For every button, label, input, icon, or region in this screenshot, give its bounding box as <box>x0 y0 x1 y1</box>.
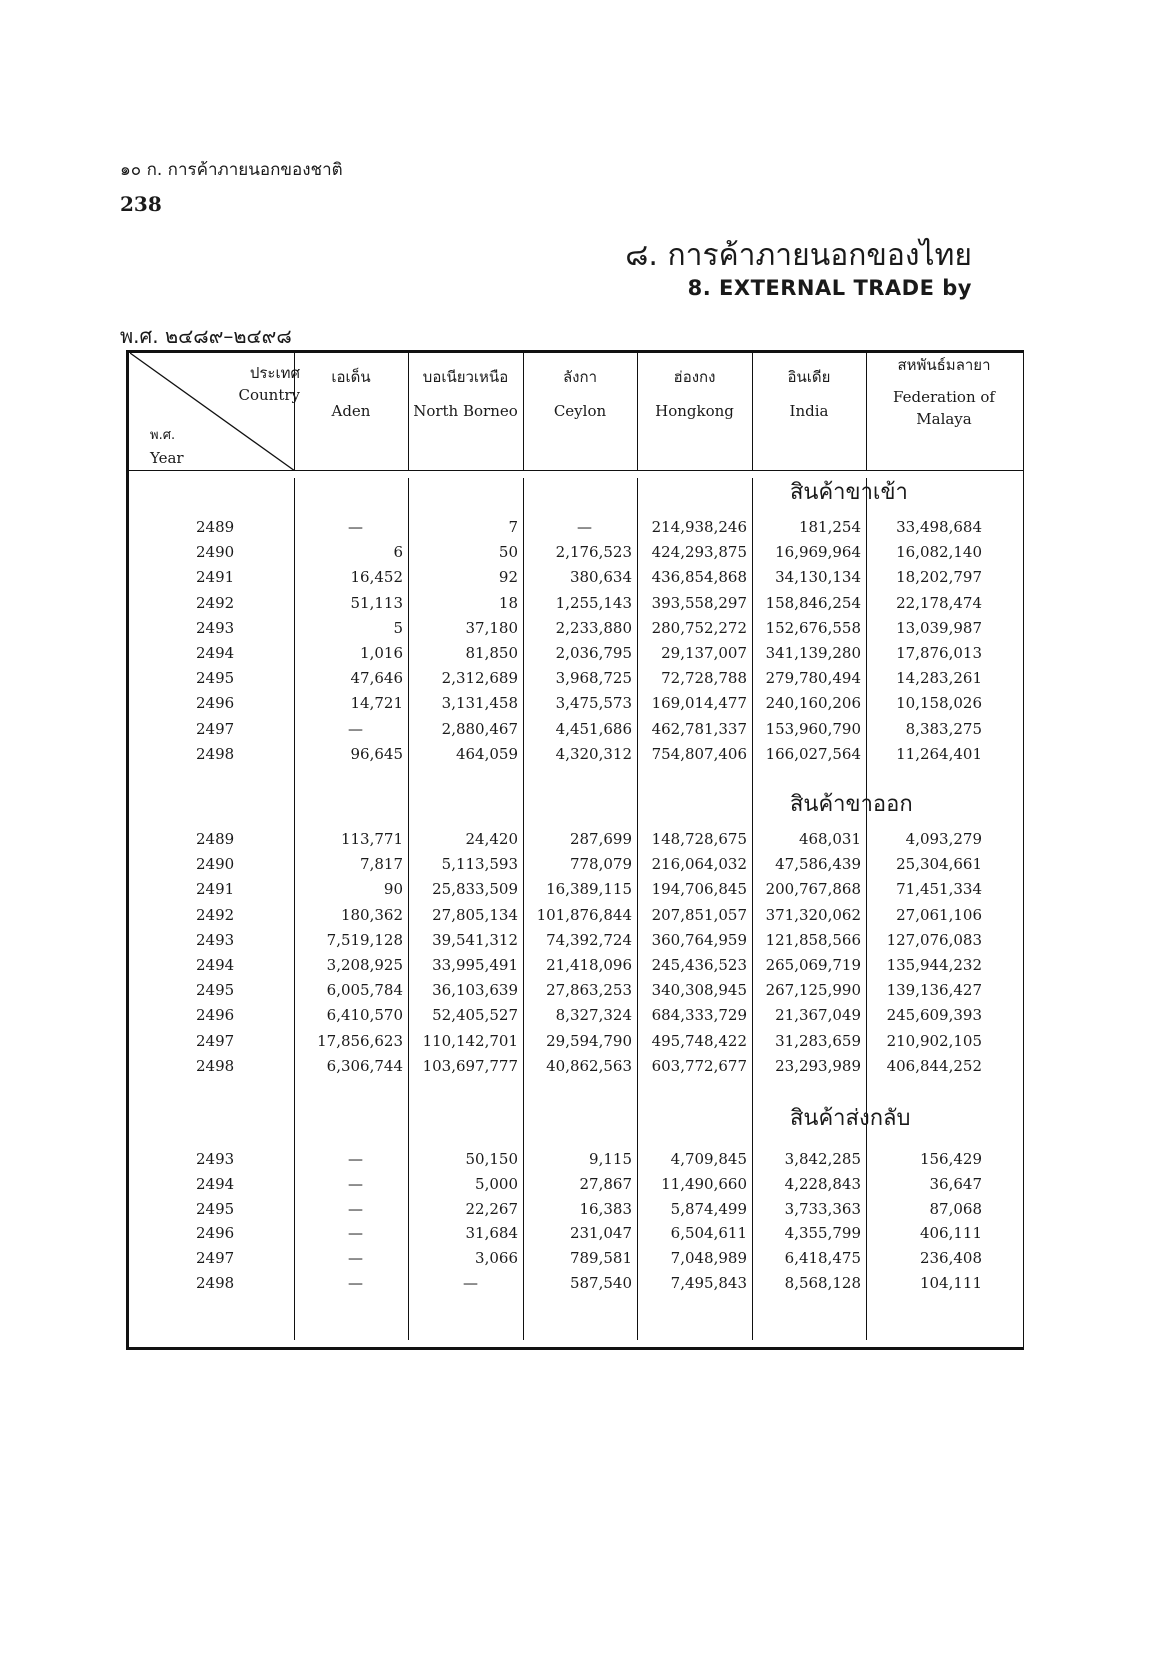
table-cell: 3,066 <box>475 1249 518 1268</box>
table-cell: 6,306,744 <box>326 1056 403 1075</box>
row-year: 2494 <box>196 1174 235 1193</box>
column-divider <box>523 478 524 1340</box>
row-year: 2498 <box>196 1056 235 1075</box>
table-cell: 25,833,509 <box>432 880 518 899</box>
table-cell: 2,312,689 <box>441 669 518 688</box>
table-cell: 148,728,675 <box>651 830 747 848</box>
column-divider <box>408 350 409 470</box>
table-title-thai: ๘. การค้าภายนอกของไทย <box>625 238 972 273</box>
table-cell: — <box>348 1249 363 1268</box>
table-cell: 200,767,868 <box>765 880 861 899</box>
table-cell: 87,068 <box>929 1199 982 1218</box>
table-cell: 214,938,246 <box>651 518 747 536</box>
table-cell: 436,854,868 <box>651 568 747 587</box>
table-cell: 6 <box>393 543 403 562</box>
column-divider <box>637 478 638 1340</box>
table-cell: 5 <box>393 618 403 637</box>
row-year: 2491 <box>196 568 235 587</box>
table-cell: 1,255,143 <box>555 593 632 612</box>
table-cell: 464,059 <box>455 744 518 763</box>
column-header <box>866 354 1022 430</box>
table-cell: 4,451,686 <box>555 719 632 738</box>
table-cell: 18,202,797 <box>896 568 982 587</box>
table-cell: 36,647 <box>929 1174 982 1193</box>
column-header-english: India <box>789 402 829 420</box>
table-cell: 153,960,790 <box>765 719 861 738</box>
table-cell: 7,495,843 <box>670 1274 747 1292</box>
row-year: 2495 <box>196 1199 235 1218</box>
table-cell: 240,160,206 <box>765 694 861 713</box>
table-cell: — <box>348 1199 363 1218</box>
table-cell: 6,410,570 <box>326 1006 403 1025</box>
table-cell: 16,082,140 <box>896 543 982 562</box>
table-cell: 341,139,280 <box>765 644 861 662</box>
table-cell: 340,308,945 <box>651 981 747 1000</box>
header-country-thai: ประเทศ <box>249 364 300 382</box>
column-header-english: Ceylon <box>553 402 607 420</box>
column-divider <box>294 478 295 1340</box>
header-year-label <box>150 425 184 469</box>
table-cell: 3,733,363 <box>784 1199 861 1218</box>
table-cell: 24,420 <box>465 830 518 848</box>
table-cell: 4,709,845 <box>670 1150 747 1168</box>
table-cell: 104,111 <box>919 1274 982 1292</box>
table-cell: 216,064,032 <box>651 855 747 874</box>
table-cell: 267,125,990 <box>765 981 861 1000</box>
table-cell: 27,867 <box>579 1174 632 1193</box>
table-cell: 90 <box>383 880 403 899</box>
table-cell: 231,047 <box>569 1224 632 1243</box>
table-cell: 10,158,026 <box>896 694 982 713</box>
row-year: 2495 <box>196 669 235 688</box>
table-cell: 166,027,564 <box>765 744 861 763</box>
table-cell: 371,320,062 <box>765 905 861 924</box>
table-cell: 23,293,989 <box>775 1056 861 1075</box>
column-header-thai: อินเดีย <box>787 368 831 386</box>
column-header-thai: บอเนียวเหนือ <box>422 368 509 386</box>
header-year-thai: พ.ศ. <box>150 428 176 443</box>
column-header-english: Federation of Malaya <box>893 388 995 428</box>
table-cell: 207,851,057 <box>651 905 747 924</box>
section-title: สินค้าขาเข้า <box>790 480 908 505</box>
table-cell: 3,208,925 <box>326 956 403 974</box>
table-cell: 181,254 <box>798 518 861 536</box>
row-year: 2493 <box>196 1150 235 1168</box>
table-cell: 6,504,611 <box>670 1224 747 1243</box>
table-cell: 495,748,422 <box>651 1031 747 1050</box>
row-year: 2491 <box>196 880 235 899</box>
table-cell: 96,645 <box>350 744 403 763</box>
table-cell: 245,609,393 <box>886 1006 982 1025</box>
table-cell: 152,676,558 <box>765 618 861 637</box>
row-year: 2496 <box>196 1224 235 1243</box>
table-cell: 4,320,312 <box>555 744 632 763</box>
column-divider <box>523 350 524 470</box>
table-cell: 27,863,253 <box>546 981 632 1000</box>
table-cell: 287,699 <box>569 830 632 848</box>
row-year: 2493 <box>196 618 235 637</box>
column-header <box>523 366 637 422</box>
table-cell: 47,586,439 <box>775 855 861 874</box>
table-cell: 13,039,987 <box>896 618 982 637</box>
table-cell: 17,856,623 <box>317 1031 403 1050</box>
table-cell: 11,490,660 <box>661 1174 747 1193</box>
column-divider <box>866 478 867 1340</box>
column-header-english: North Borneo <box>413 402 518 420</box>
column-header-english: Aden <box>331 402 371 420</box>
table-cell: 2,233,880 <box>555 618 632 637</box>
table-cell: 7,519,128 <box>326 930 403 949</box>
table-cell: 22,178,474 <box>896 593 982 612</box>
table-cell: 14,283,261 <box>896 669 982 688</box>
column-header-thai: สหพันธ์มลายา <box>897 356 991 374</box>
row-year: 2497 <box>196 719 235 738</box>
table-cell: 16,389,115 <box>546 880 632 899</box>
table-cell: 587,540 <box>569 1274 632 1292</box>
table-cell: 47,646 <box>350 669 403 688</box>
row-year: 2492 <box>196 905 235 924</box>
row-year: 2489 <box>196 830 235 848</box>
table-cell: 603,772,677 <box>651 1056 747 1075</box>
table-cell: 7,048,989 <box>670 1249 747 1268</box>
table-cell: — <box>463 1274 478 1292</box>
column-header <box>408 366 523 422</box>
column-header-thai: ฮ่องกง <box>673 368 716 386</box>
table-cell: — <box>348 719 363 738</box>
table-cell: 103,697,777 <box>422 1056 518 1075</box>
row-year: 2493 <box>196 930 235 949</box>
header-country-english: Country <box>238 386 300 404</box>
table-cell: 406,111 <box>919 1224 982 1243</box>
page-number: 238 <box>120 192 162 216</box>
row-year: 2495 <box>196 981 235 1000</box>
table-cell: 110,142,701 <box>422 1031 518 1050</box>
table-cell: 16,969,964 <box>775 543 861 562</box>
table-cell: 17,876,013 <box>896 644 982 662</box>
running-head: ๑๐ ก. การค้าภายนอกของชาติ <box>120 160 343 180</box>
table-cell: 380,634 <box>569 568 632 587</box>
table-cell: 279,780,494 <box>765 669 861 688</box>
header-year-english: Year <box>150 449 184 467</box>
row-year: 2492 <box>196 593 235 612</box>
table-cell: 245,436,523 <box>651 956 747 974</box>
table-cell: 33,995,491 <box>432 956 518 974</box>
row-year: 2497 <box>196 1031 235 1050</box>
column-divider <box>294 350 295 470</box>
table-cell: 754,807,406 <box>651 744 747 763</box>
table-cell: 39,541,312 <box>432 930 518 949</box>
table-cell: — <box>348 518 363 536</box>
table-cell: 3,968,725 <box>555 669 632 688</box>
section-title: สินค้าส่งกลับ <box>790 1106 911 1131</box>
row-year: 2490 <box>196 855 235 874</box>
table-cell: 280,752,272 <box>651 618 747 637</box>
table-cell: 101,876,844 <box>536 905 632 924</box>
table-cell: 92 <box>498 568 518 587</box>
table-cell: 2,176,523 <box>555 543 632 562</box>
column-divider <box>637 350 638 470</box>
table-cell: 3,475,573 <box>555 694 632 713</box>
row-year: 2494 <box>196 644 235 662</box>
row-year: 2498 <box>196 1274 235 1292</box>
column-header <box>637 366 752 422</box>
table-cell: 29,137,007 <box>661 644 747 662</box>
table-cell: 27,805,134 <box>432 905 518 924</box>
column-divider <box>408 478 409 1340</box>
table-cell: 52,405,527 <box>432 1006 518 1025</box>
table-cell: 2,036,795 <box>555 644 632 662</box>
table-cell: 468,031 <box>798 830 861 848</box>
table-cell: 169,014,477 <box>651 694 747 713</box>
table-cell: 14,721 <box>350 694 403 713</box>
table-cell: 7 <box>508 518 518 536</box>
table-cell: 194,706,845 <box>651 880 747 899</box>
table-cell: 180,362 <box>340 905 403 924</box>
row-year: 2497 <box>196 1249 235 1268</box>
table-cell: 37,180 <box>465 618 518 637</box>
column-divider <box>752 350 753 470</box>
table-cell: 5,000 <box>475 1174 518 1193</box>
table-cell: 16,452 <box>350 568 403 587</box>
table-cell: 778,079 <box>569 855 632 874</box>
column-header-thai: ลังกา <box>562 368 598 386</box>
table-cell: 72,728,788 <box>661 669 747 688</box>
table-cell: 393,558,297 <box>651 593 747 612</box>
table-cell: — <box>348 1174 363 1193</box>
table-cell: 139,136,427 <box>886 981 982 1000</box>
table-cell: 31,283,659 <box>775 1031 861 1050</box>
table-cell: 31,684 <box>465 1224 518 1243</box>
table-cell: 360,764,959 <box>651 930 747 949</box>
table-cell: — <box>577 518 592 536</box>
table-cell: 121,858,566 <box>765 930 861 949</box>
table-cell: 16,383 <box>579 1199 632 1218</box>
table-cell: 71,451,334 <box>896 880 982 899</box>
section-title: สินค้าขาออก <box>790 792 913 817</box>
header-country-label <box>200 362 300 406</box>
table-cell: 21,367,049 <box>775 1006 861 1025</box>
table-cell: 8,327,324 <box>555 1006 632 1025</box>
column-header <box>752 366 866 422</box>
row-year: 2490 <box>196 543 235 562</box>
table-title-english: 8. EXTERNAL TRADE by <box>687 276 972 300</box>
table-cell: 11,264,401 <box>896 744 982 763</box>
table-cell: 18 <box>498 593 518 612</box>
table-cell: 50,150 <box>465 1150 518 1168</box>
table-cell: 27,061,106 <box>896 905 982 924</box>
table-cell: 135,944,232 <box>886 956 982 974</box>
column-header-thai: เอเด็น <box>331 368 371 386</box>
table-cell: 406,844,252 <box>886 1056 982 1075</box>
table-cell: 127,076,083 <box>886 930 982 949</box>
table-cell: 5,113,593 <box>441 855 518 874</box>
table-cell: 8,383,275 <box>905 719 982 738</box>
table-cell: 22,267 <box>465 1199 518 1218</box>
row-year: 2496 <box>196 694 235 713</box>
row-year: 2498 <box>196 744 235 763</box>
table-cell: 4,228,843 <box>784 1174 861 1193</box>
table-cell: 3,131,458 <box>441 694 518 713</box>
table-cell: 9,115 <box>589 1150 632 1168</box>
table-cell: 74,392,724 <box>546 930 632 949</box>
table-cell: 6,005,784 <box>326 981 403 1000</box>
table-cell: 7,817 <box>360 855 403 874</box>
table-cell: 40,862,563 <box>546 1056 632 1075</box>
table-cell: 462,781,337 <box>651 719 747 738</box>
table-cell: 81,850 <box>465 644 518 662</box>
column-header <box>294 366 408 422</box>
table-cell: 4,355,799 <box>784 1224 861 1243</box>
table-cell: 113,771 <box>340 830 403 848</box>
table-cell: — <box>348 1274 363 1292</box>
table-cell: 50 <box>498 543 518 562</box>
table-cell: 5,874,499 <box>670 1199 747 1218</box>
table-cell: 156,429 <box>919 1150 982 1168</box>
row-year: 2494 <box>196 956 235 974</box>
table-cell: 21,418,096 <box>546 956 632 974</box>
table-cell: — <box>348 1150 363 1168</box>
table-cell: 210,902,105 <box>886 1031 982 1050</box>
table-cell: 2,880,467 <box>441 719 518 738</box>
table-cell: 8,568,128 <box>784 1274 861 1292</box>
table-cell: 29,594,790 <box>546 1031 632 1050</box>
table-cell: 1,016 <box>360 644 403 662</box>
table-cell: 158,846,254 <box>765 593 861 612</box>
row-year: 2496 <box>196 1006 235 1025</box>
table-cell: 6,418,475 <box>784 1249 861 1268</box>
table-cell: 424,293,875 <box>651 543 747 562</box>
column-divider <box>866 350 867 470</box>
table-cell: 33,498,684 <box>896 518 982 536</box>
column-header-english: Hongkong <box>655 402 734 420</box>
year-range-label: พ.ศ. ๒๔๘๙–๒๔๙๘ <box>120 324 292 348</box>
table-cell: — <box>348 1224 363 1243</box>
table-cell: 265,069,719 <box>765 956 861 974</box>
table-cell: 789,581 <box>569 1249 632 1268</box>
table-cell: 236,408 <box>919 1249 982 1268</box>
column-divider <box>752 478 753 1340</box>
row-year: 2489 <box>196 518 235 536</box>
table-cell: 25,304,661 <box>896 855 982 874</box>
table-cell: 4,093,279 <box>905 830 982 848</box>
table-cell: 3,842,285 <box>784 1150 861 1168</box>
table-cell: 684,333,729 <box>651 1006 747 1025</box>
table-cell: 51,113 <box>350 593 403 612</box>
table-cell: 34,130,134 <box>775 568 861 587</box>
table-cell: 36,103,639 <box>432 981 518 1000</box>
